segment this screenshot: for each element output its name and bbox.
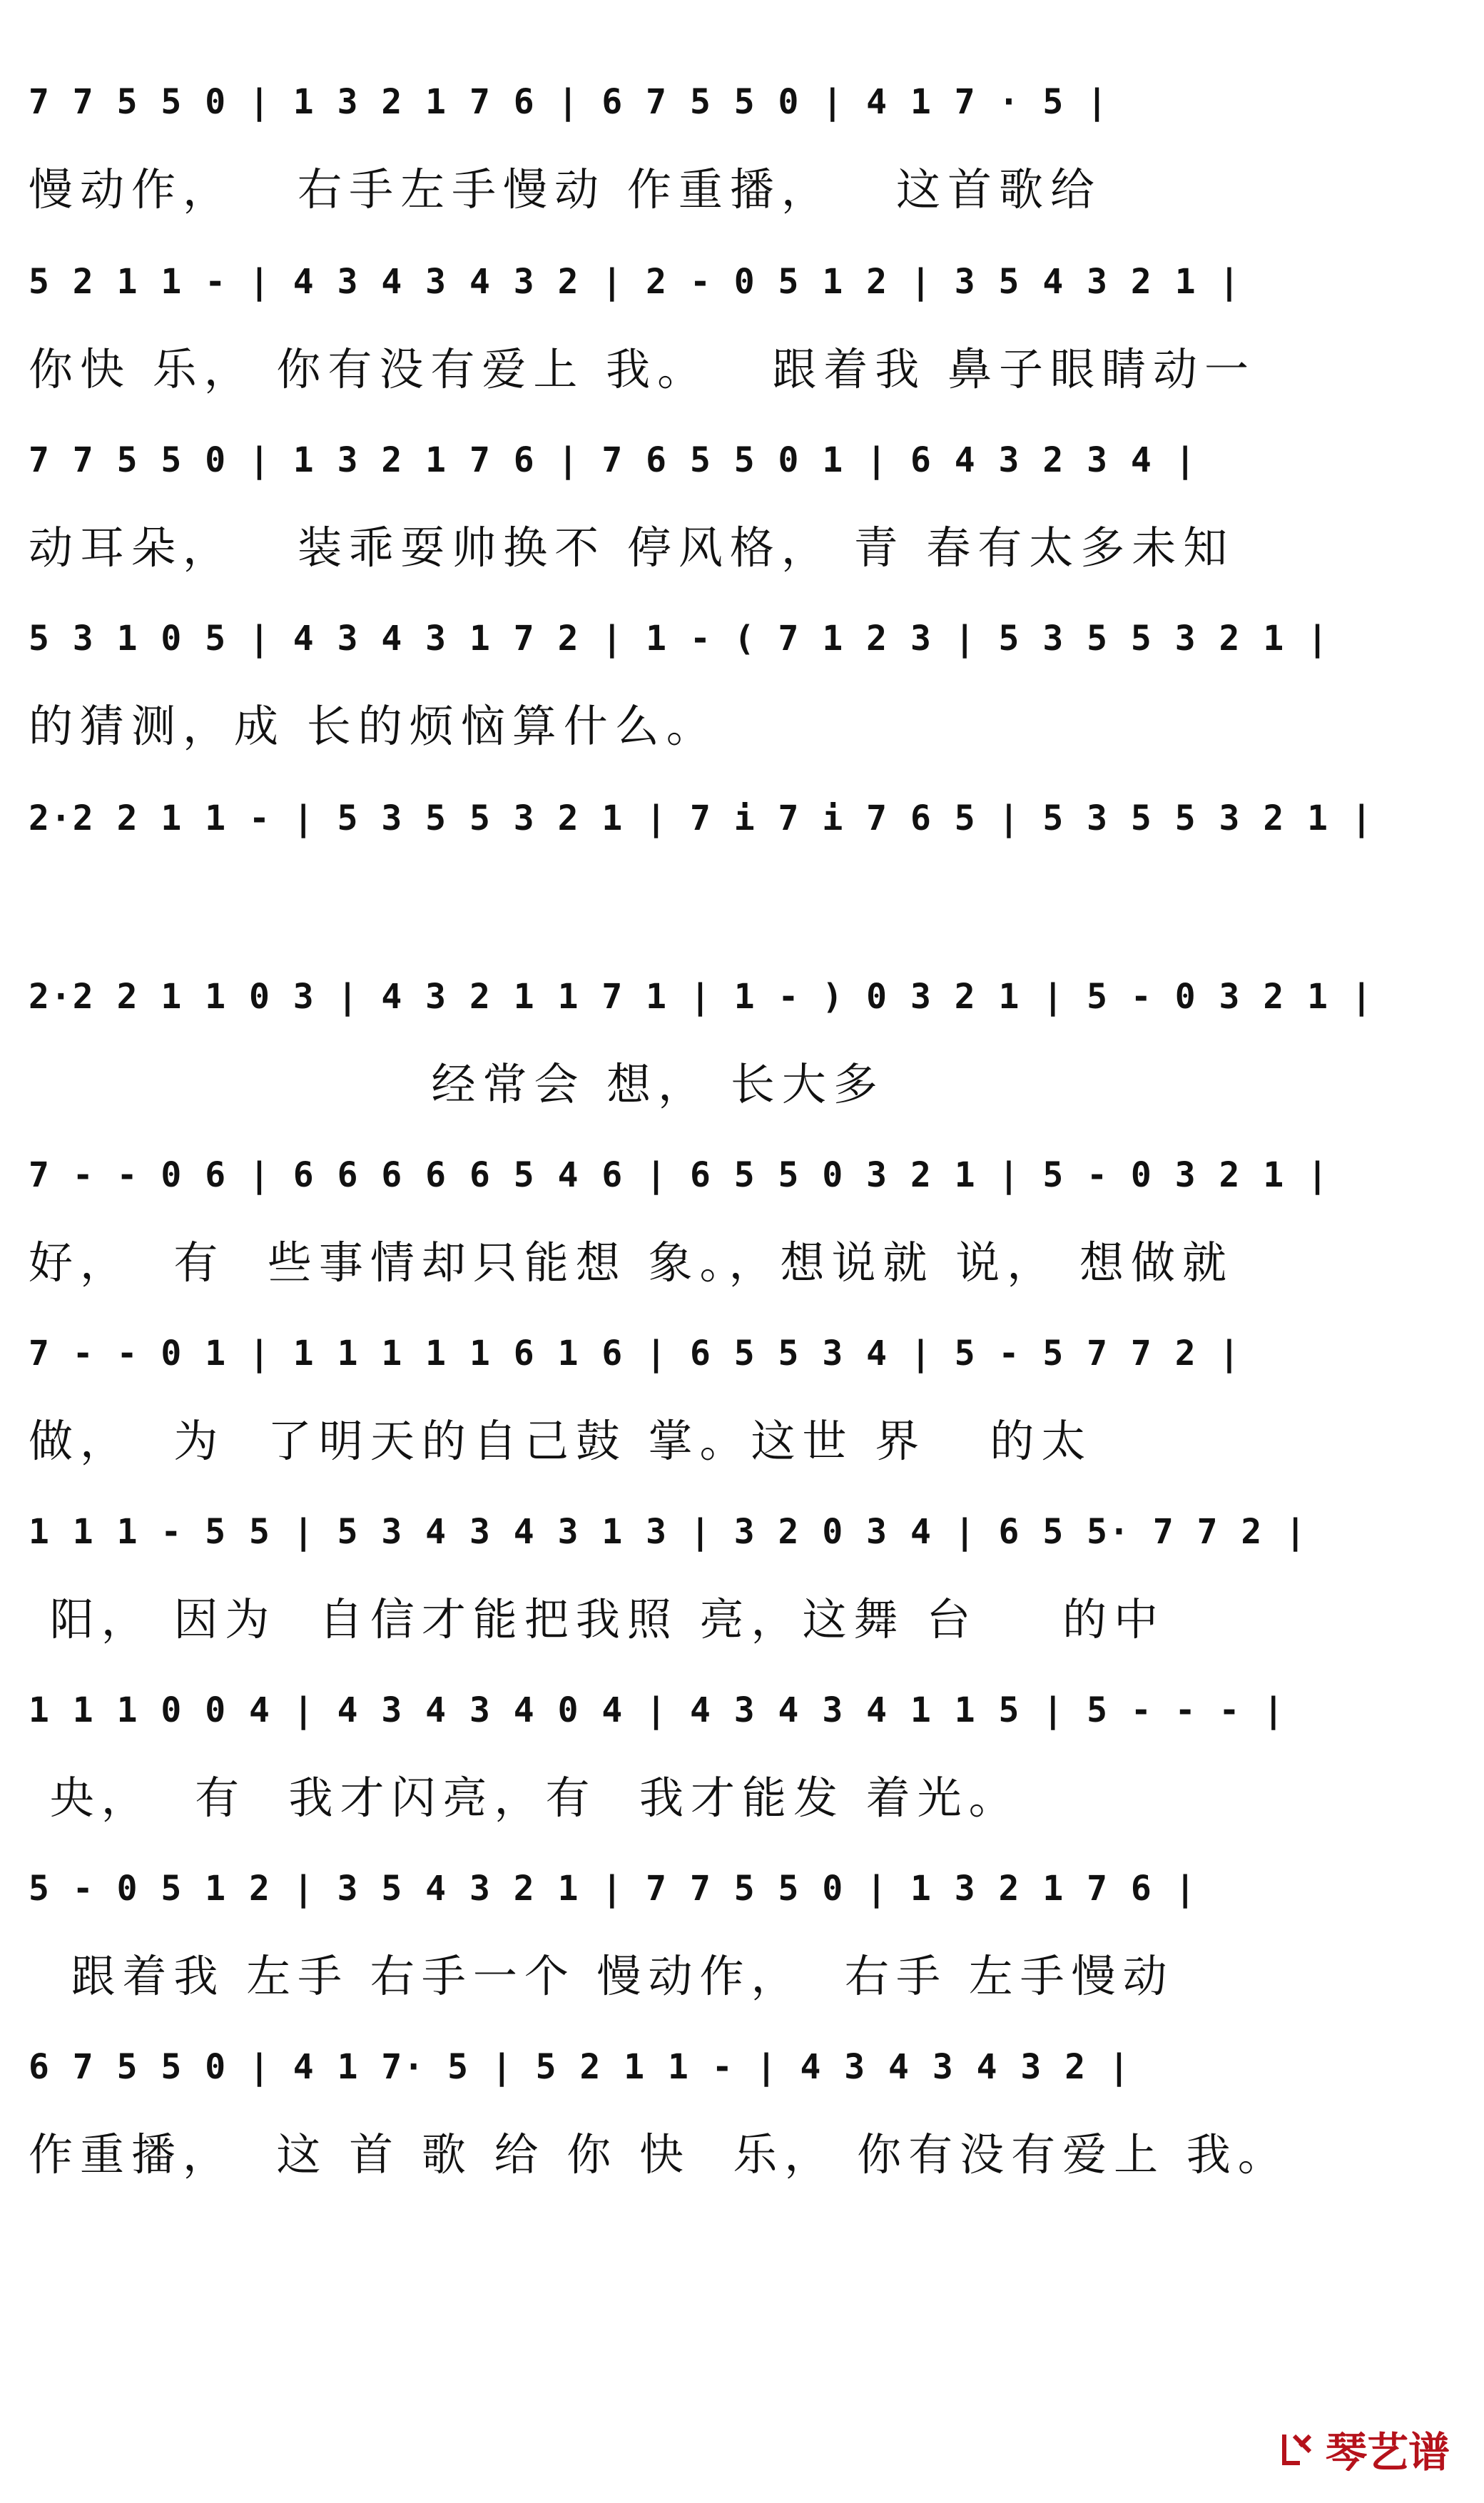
lyrics-line: 的猜测，成 长的烦恼算什么。 <box>29 700 718 752</box>
lyrics-line: 央， 有 我才闪亮，有 我才能发 着光。 <box>29 1772 1020 1824</box>
notation-line: 5 - 0 5 1 2 | 3 5 4 3 2 1 | 7 7 5 5 0 | 1 3 2 1 7 6 | <box>29 1869 1197 1909</box>
lyrics-line: 动耳朵， 装乖耍帅换不 停风格， 青 春有太多未知 <box>29 522 1235 574</box>
notation-line: 1 1 1 - 5 5 | 5 3 4 3 4 3 1 3 | 3 2 0 3 4 | 6 5 5· 7 7 2 | <box>29 1512 1308 1552</box>
lyrics-line: 你快 乐， 你有没有爱上 我。 跟着我 鼻子眼睛动一 <box>29 343 1256 395</box>
notation-line: 7 7 5 5 0 | 1 3 2 1 7 6 | 6 7 5 5 0 | 4 1 7 · 5 | <box>29 82 1109 122</box>
notation-line: 2·2 2 1 1 - | 5 3 5 5 3 2 1 | 7 i 7 i 7 6 5 | 5 3 5 5 3 2 1 | <box>29 798 1373 838</box>
lyrics-line <box>29 878 1455 935</box>
lyrics-line: 做， 为 了明天的自己鼓 掌。这世 界 的太 <box>29 1415 1093 1467</box>
lyrics-line: 作重播， 这 首 歌 给 你 快 乐， 你有没有爱上 我。 <box>29 2128 1289 2180</box>
notation-line: 5 3 1 0 5 | 4 3 4 3 1 7 2 | 1 - ( 7 1 2 3 | 5 3 5 5 3 2 1 | <box>29 619 1330 659</box>
notation-line: 5 2 1 1 - | 4 3 4 3 4 3 2 | 2 - 0 5 1 2 | 3 5 4 3 2 1 | <box>29 262 1241 302</box>
lyrics-line: 慢动作， 右手左手慢动 作重播， 这首歌给 <box>29 163 1102 215</box>
lyrics-line: 经常会 想， 长大多 <box>29 1058 885 1110</box>
lyrics-line: 阳， 因为 自信才能把我照 亮，这舞 台 的中 <box>29 1593 1166 1645</box>
notation-line: 7 7 5 5 0 | 1 3 2 1 7 6 | 7 6 5 5 0 1 | 6 4 3 2 3 4 | <box>29 440 1197 480</box>
notation-line: 1 1 1 0 0 4 | 4 3 4 3 4 0 4 | 4 3 4 3 4 1 1 5 | 5 - - - | <box>29 1690 1286 1730</box>
notation-line: 7 - - 0 6 | 6 6 6 6 6 5 4 6 | 6 5 5 0 3 2 1 | 5 - 0 3 2 1 | <box>29 1155 1330 1195</box>
notation-line: 6 7 5 5 0 | 4 1 7· 5 | 5 2 1 1 - | 4 3 4 3 4 3 2 | <box>29 2047 1131 2087</box>
lyrics-line: 跟着我 左手 右手一个 慢动作， 右手 左手慢动 <box>29 1950 1174 2002</box>
watermark <box>1279 2419 1450 2479</box>
lyrics-line: 好， 有 些事情却只能想 象。，想说就 说， 想做就 <box>29 1237 1234 1289</box>
notation-line: 2·2 2 1 1 0 3 | 4 3 2 1 1 7 1 | 1 - ) 0 3 2 1 | 5 - 0 3 2 1 | <box>29 977 1373 1017</box>
qinyipu-logo-icon <box>1279 2429 1318 2469</box>
notation-line: 7 - - 0 1 | 1 1 1 1 1 6 1 6 | 6 5 5 3 4 | 5 - 5 7 7 2 | <box>29 1334 1241 1374</box>
watermark-text: 琴艺谱 <box>1325 2428 1450 2477</box>
